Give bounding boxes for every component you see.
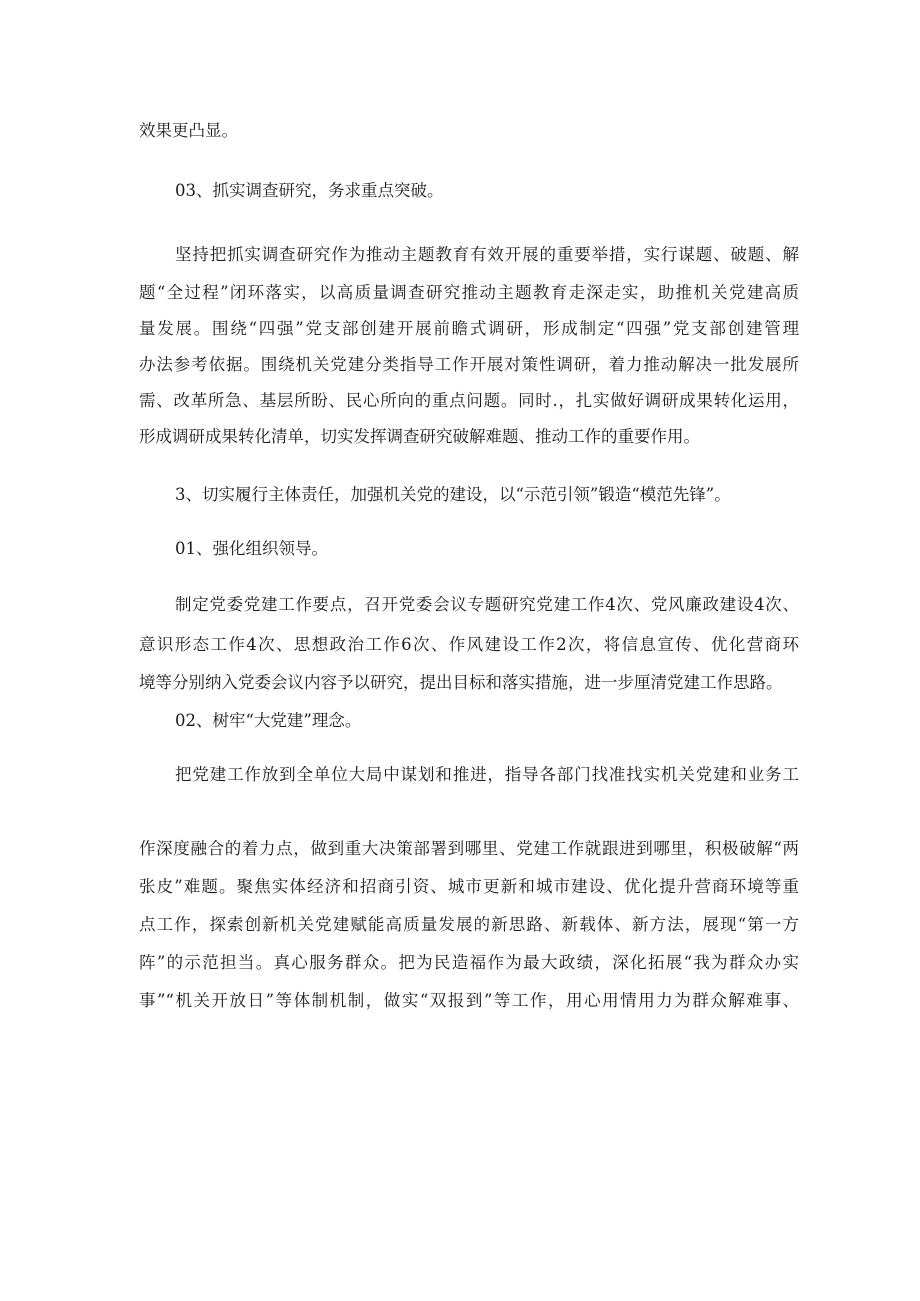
paragraph-line: 事”“机关开放日”等体制机制，做实“双报到”等工作，用心用情用力为群众解难事、 <box>139 991 799 1010</box>
paragraph-line: 办法参考依据。围绕机关党建分类指导工作开展对策性调研，着力推动解决一批发展所 <box>139 355 799 374</box>
paragraph-line: 效果更凸显。 <box>139 121 238 140</box>
section-heading: 01、强化组织领导。 <box>175 539 328 558</box>
paragraph-line: 作深度融合的着力点，做到重大决策部署到哪里、党建工作就跟进到哪里，积极破解“两 <box>139 839 799 858</box>
paragraph-line: 量发展。围绕“四强”党支部创建开展前瞻式调研，形成制定“四强”党支部创建管理 <box>139 319 799 338</box>
paragraph-line: 题“全过程”闭环落实，以高质量调查研究推动主题教育走深走实，助推机关党建高质 <box>139 283 799 302</box>
paragraph-line: 制定党委党建工作要点，召开党委会议专题研究党建工作4次、党风廉政建设4次、 <box>175 595 799 614</box>
paragraph-line: 意识形态工作4次、思想政治工作6次、作风建设工作2次，将信息宣传、优化营商环 <box>139 635 799 654</box>
paragraph-line: 坚持把抓实调查研究作为推动主题教育有效开展的重要举措，实行谋题、破题、解 <box>175 245 799 264</box>
paragraph-line: 把党建工作放到全单位大局中谋划和推进，指导各部门找准找实机关党建和业务工 <box>175 765 799 784</box>
paragraph-line: 需、改革所急、基层所盼、民心所向的重点问题。同时.，扎实做好调研成果转化运用， <box>139 391 799 410</box>
paragraph-line: 张皮”难题。聚焦实体经济和招商引资、城市更新和城市建设、优化提升营商环境等重 <box>139 877 799 896</box>
paragraph-line: 境等分别纳入党委会议内容予以研究，提出目标和落实措施，进一步厘清党建工作思路。 <box>139 673 783 692</box>
paragraph-line: 阵”的示范担当。真心服务群众。把为民造福作为最大政绩，深化拓展“我为群众办实 <box>139 953 799 972</box>
paragraph-line: 形成调研成果转化清单，切实发挥调查研究破解难题、推动工作的重要作用。 <box>139 427 700 446</box>
paragraph-line: 3、切实履行主体责任，加强机关党的建设，以“示范引领”锻造“模范先锋”。 <box>175 485 731 504</box>
section-heading: 02、树牢“大党建”理念。 <box>175 711 362 730</box>
paragraph-line: 点工作，探索创新机关党建赋能高质量发展的新思路、新载体、新方法，展现“第一方 <box>139 915 799 934</box>
section-heading: 03、抓实调查研究，务求重点突破。 <box>175 181 444 200</box>
